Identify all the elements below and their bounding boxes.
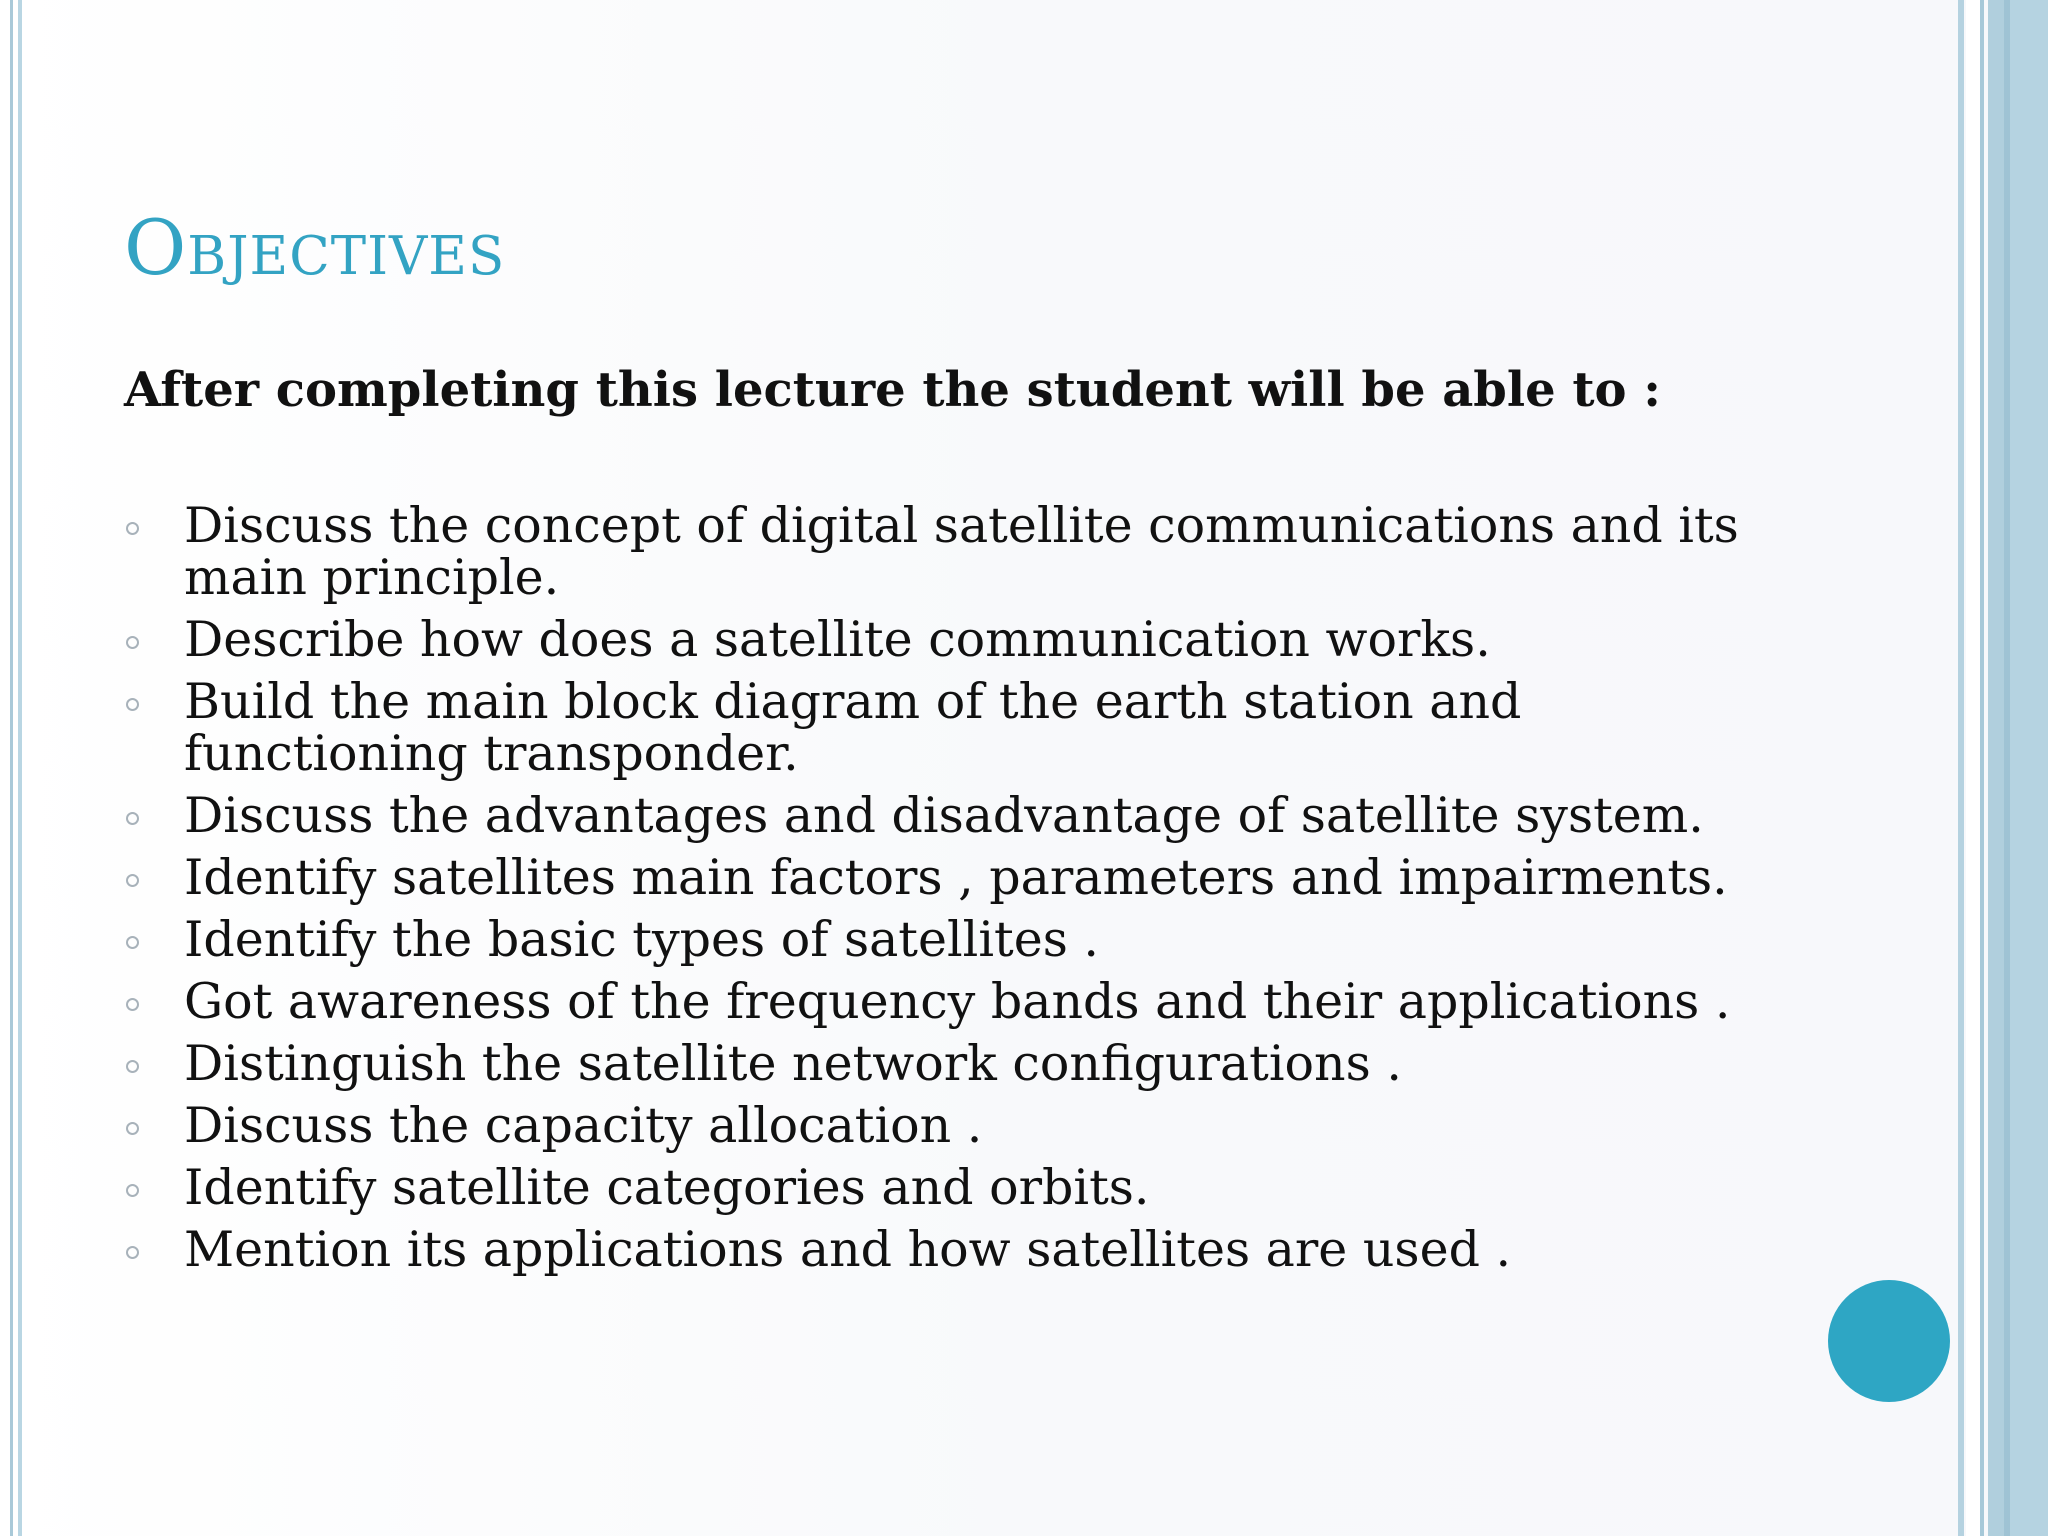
objective-text: Describe how does a satellite communication works. [184, 611, 1491, 668]
accent-circle [1828, 1280, 1950, 1402]
hollow-circle-bullet-icon [126, 874, 139, 887]
objective-text: Discuss the capacity allocation . [184, 1097, 983, 1154]
objective-item [120, 497, 1770, 606]
objective-text: Discuss the concept of digital satellite communications and its main principle. [184, 497, 1739, 606]
objective-item [120, 1035, 1770, 1092]
objective-text: Got awareness of the frequency bands and their applications . [184, 973, 1731, 1030]
objective-item [120, 1159, 1770, 1216]
hollow-circle-bullet-icon [126, 1060, 139, 1073]
objective-text: Identify the basic types of satellites . [184, 911, 1099, 968]
objective-item [120, 787, 1770, 844]
objectives-list [120, 497, 1770, 1286]
hollow-circle-bullet-icon [126, 812, 139, 825]
objective-item [120, 673, 1770, 782]
right-border-band [1958, 0, 1964, 1536]
objective-item [120, 973, 1770, 1030]
objective-text: Mention its applications and how satellites are used . [184, 1221, 1512, 1278]
objective-text: Discuss the advantages and disadvantage of satellite system. [184, 787, 1704, 844]
right-border-band [1980, 0, 1984, 1536]
hollow-circle-bullet-icon [126, 698, 139, 711]
left-border-rule-inner [18, 0, 22, 1536]
objective-item [120, 611, 1770, 668]
hollow-circle-bullet-icon [126, 522, 139, 535]
hollow-circle-bullet-icon [126, 1246, 139, 1259]
objective-item [120, 1221, 1770, 1278]
right-border-band [1988, 0, 2004, 1536]
left-border-rule [10, 0, 13, 1536]
objective-item [120, 849, 1770, 906]
objective-text: Build the main block diagram of the earth station and functioning transponder. [184, 673, 1522, 782]
objective-text: Identify satellites main factors , parameters and impairments. [184, 849, 1728, 906]
slide-subtitle: After completing this lecture the student will be able to : [124, 362, 1661, 418]
objective-item [120, 911, 1770, 968]
hollow-circle-bullet-icon [126, 1184, 139, 1197]
right-border-gap [1966, 0, 1980, 1536]
hollow-circle-bullet-icon [126, 636, 139, 649]
hollow-circle-bullet-icon [126, 936, 139, 949]
objective-item [120, 1097, 1770, 1154]
slide-title: Objectives [124, 203, 506, 292]
hollow-circle-bullet-icon [126, 1122, 139, 1135]
right-border-band [2010, 0, 2048, 1536]
hollow-circle-bullet-icon [126, 998, 139, 1011]
objective-text: Distinguish the satellite network configurations . [184, 1035, 1402, 1092]
objective-text: Identify satellite categories and orbits. [184, 1159, 1150, 1216]
